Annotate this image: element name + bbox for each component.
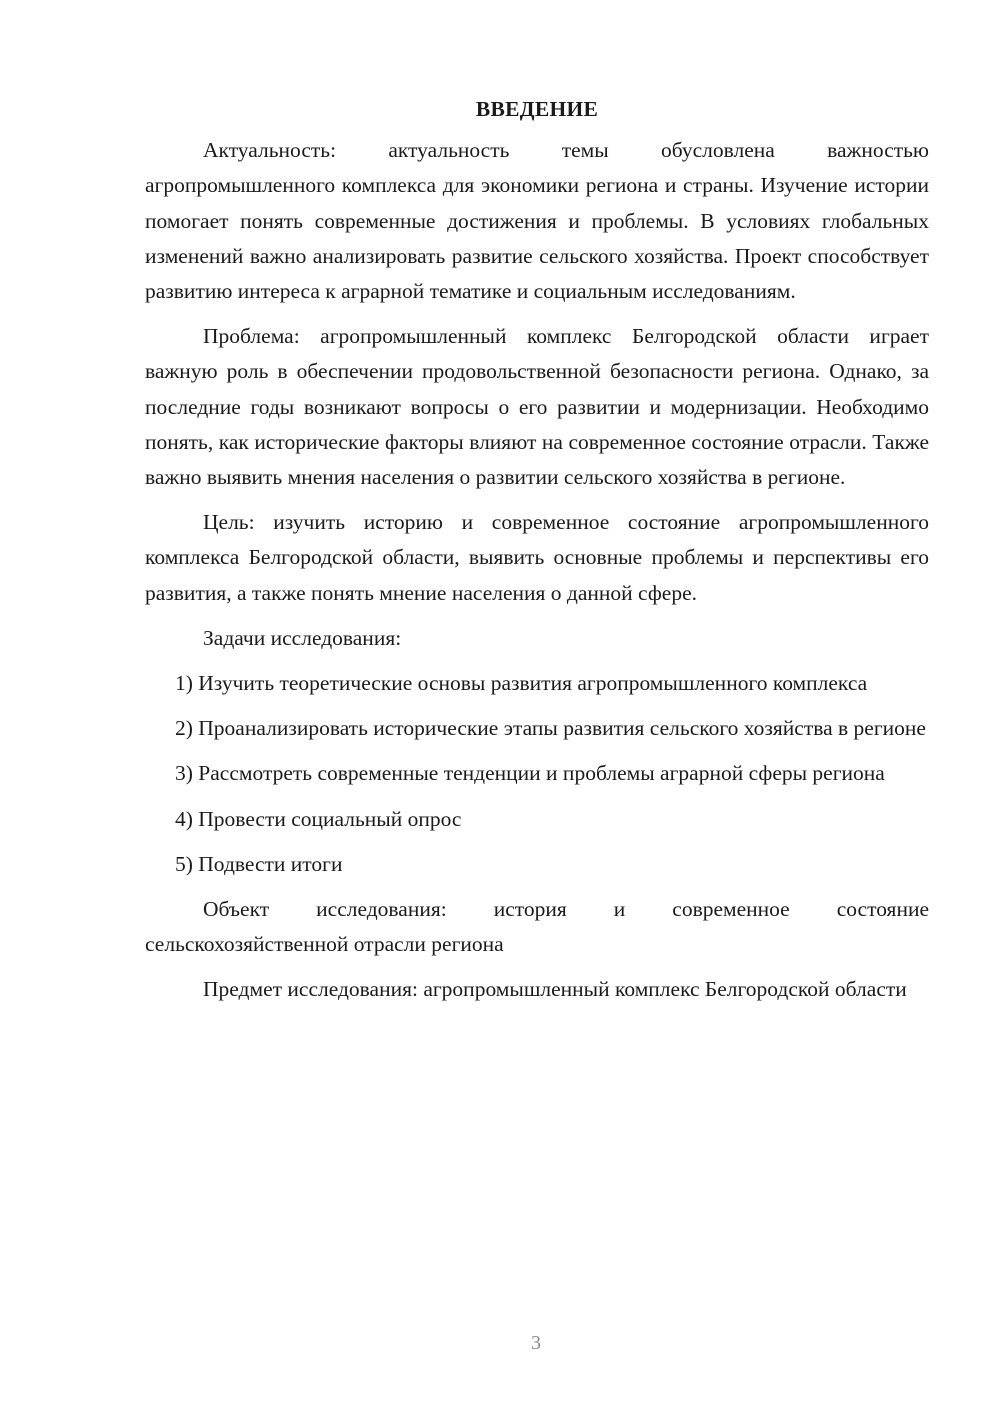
task-item: 5) Подвести итоги: [175, 851, 343, 876]
object-paragraph: Объект исследования: история и современное состояние сельскохозяйственной отрасли региона: [145, 897, 929, 957]
task-item: 3) Рассмотреть современные тенденции и проблемы аграрной сферы региона: [175, 761, 885, 786]
subject-paragraph: Предмет исследования: агропромышленный комплекс Белгородской области: [203, 977, 907, 1002]
goal-paragraph: Цель: изучить историю и современное состояние агропромышленного комплекса Белгородской области, выявить основные проблемы и перспективы его развития, а также понять мнение населения о данной сфере.: [145, 510, 929, 605]
problem-paragraph: Проблема: агропромышленный комплекс Белгородской области играет важную роль в обеспечении продовольственной безопасности региона. Однако, за последние годы возникают вопросы о его развитии и модернизации. Необходимо понять, как исторические факторы влияют на современное состояние отрасли. Также важно выявить мнения населения о развитии сельского хозяйства в регионе.: [145, 324, 929, 490]
task-item: 4) Провести социальный опрос: [175, 806, 462, 831]
document-page: [145, 92, 929, 1018]
tasks-list: [145, 666, 929, 882]
relevance-paragraph: Актуальность: актуальность темы обусловлена важностью агропромышленного комплекса для экономики региона и страны. Изучение истории помогает понять современные достижения и проблемы. В условиях глобальных изменений важно анализировать развитие сельского хозяйства. Проект способствует развитию интереса к аграрной тематике и социальным исследованиям.: [145, 138, 929, 304]
tasks-heading: Задачи исследования:: [203, 625, 402, 650]
page-number: 3: [531, 1332, 541, 1354]
task-item: 2) Проанализировать исторические этапы развития сельского хозяйства в регионе: [175, 716, 926, 741]
task-item: 1) Изучить теоретические основы развития агропромышленного комплекса: [175, 671, 868, 696]
section-title: ВВЕДЕНИЕ: [475, 97, 599, 121]
